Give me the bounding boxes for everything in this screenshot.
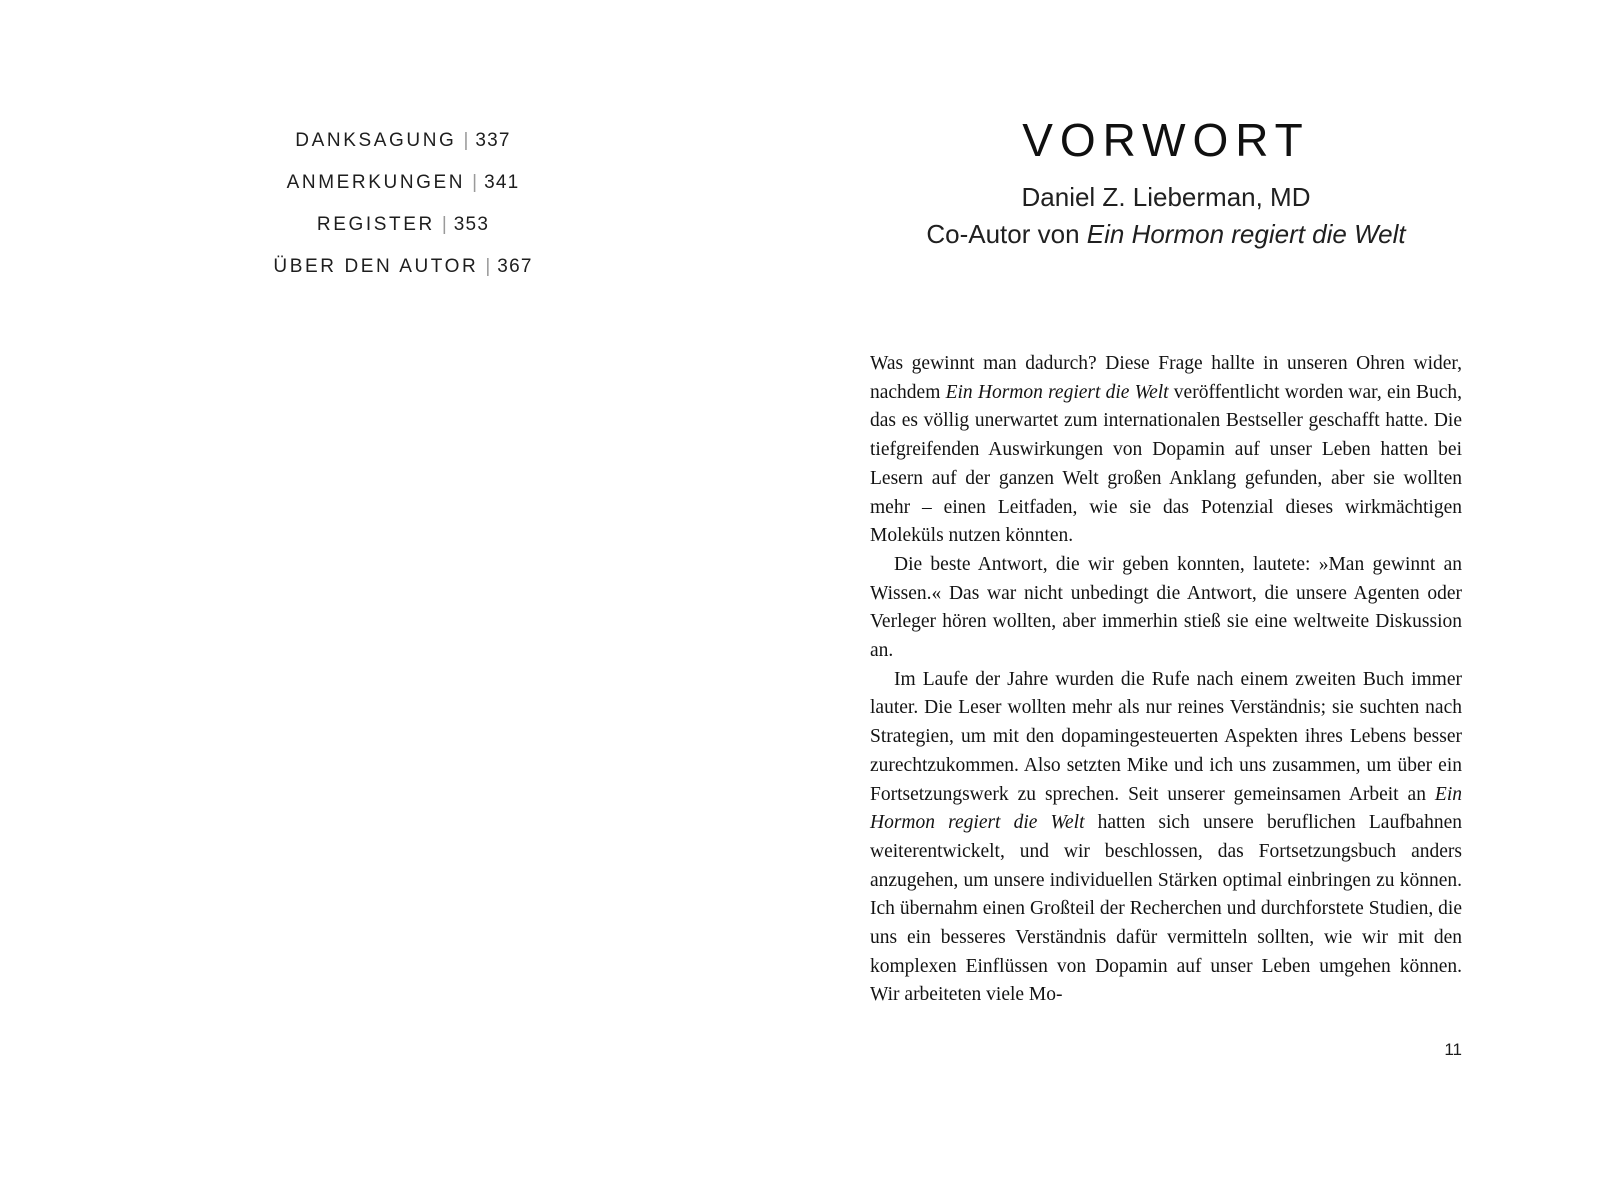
chapter-title: VORWORT — [1022, 114, 1310, 166]
paragraph-text: Im Laufe der Jahre wurden die Rufe nach einem zweiten Buch immer lauter. Die Leser wollten mehr als nur reines Verständnis; sie suchten nach Strategien, um mit den dopamingesteuerten Aspekten ihres Lebens besser zurechtzukommen. Also setzten Mike und ich uns zusammen, um über ein Fortsetzungswerk zu sprechen. Seit unserer gemeinsamen Arbeit an — [870, 668, 1462, 805]
body-paragraph — [870, 350, 1462, 551]
body-paragraph — [870, 666, 1462, 1010]
table-of-contents — [150, 120, 656, 288]
chapter-header — [870, 114, 1462, 253]
coauthor-prefix: Co-Autor von — [926, 219, 1087, 249]
body-text — [870, 350, 1462, 1010]
book-title-italic: Ein Hormon regiert die Welt — [870, 783, 1462, 834]
toc-label: ANMERKUNGEN — [286, 172, 466, 193]
toc-item — [150, 246, 656, 288]
toc-item — [150, 204, 656, 246]
toc-page-number: 337 — [475, 130, 511, 151]
toc-separator: | — [463, 130, 469, 151]
toc-separator: | — [441, 214, 447, 235]
body-paragraph — [870, 551, 1462, 666]
chapter-subtitle — [870, 179, 1462, 253]
toc-separator: | — [472, 172, 478, 193]
toc-label: REGISTER — [316, 214, 435, 235]
paragraph-text: Was gewinnt man dadurch? Diese Frage hallte in unseren Ohren wider, nachdem — [870, 353, 1462, 403]
book-title-italic: Ein Hormon regiert die Welt — [945, 381, 1169, 403]
toc-page-number: 367 — [497, 256, 533, 277]
page-number: 11 — [1444, 1040, 1462, 1059]
paragraph-text: veröffentlicht worden war, ein Buch, das es völlig unerwartet zum internationalen Bestseller geschafft hatte. Die tiefgreifenden Auswirkungen von Dopamin auf unser Leben hatten bei Lesern auf der ganzen Welt großen Anklang gefunden, aber sie wollten mehr – einen Leitfaden, wie sie das Potenzial dieses wirkmächtigen Moleküls nutzen könnten. — [870, 381, 1463, 547]
author-name: Daniel Z. Lieberman, MD — [1021, 182, 1311, 212]
toc-page-number: 341 — [484, 172, 520, 193]
paragraph-text: hatten sich unsere beruflichen Laufbahnen weiterentwickelt, und wir beschlossen, das Fortsetzungsbuch anders anzugehen, um unsere individuellen Stärken optimal einbringen zu können. Ich übernahm einen Großteil der Recherchen und durchforstete Studien, die uns ein besseres Verständnis dafür vermitteln sollten, wie wir mit den komplexen Einflüssen von Dopamin auf unser Leben umgehen können. Wir arbeiteten viele Mo- — [870, 812, 1462, 1006]
coauthor-line — [870, 216, 1462, 253]
toc-page-number: 353 — [453, 214, 490, 235]
book-title-italic: Ein Hormon regiert die Welt — [1086, 219, 1406, 249]
toc-separator: | — [485, 256, 491, 277]
toc-label: DANKSAGUNG — [295, 130, 457, 151]
toc-label: ÜBER DEN AUTOR — [273, 256, 479, 277]
paragraph-text: Die beste Antwort, die wir geben konnten, lautete: »Man gewinnt an Wissen.« Das war nicht unbedingt die Antwort, die unsere Agenten oder Verleger hören wollten, aber immerhin stieß sie eine weltweite Diskussion an. — [870, 553, 1462, 662]
toc-item — [150, 162, 656, 204]
toc-item — [150, 120, 656, 162]
